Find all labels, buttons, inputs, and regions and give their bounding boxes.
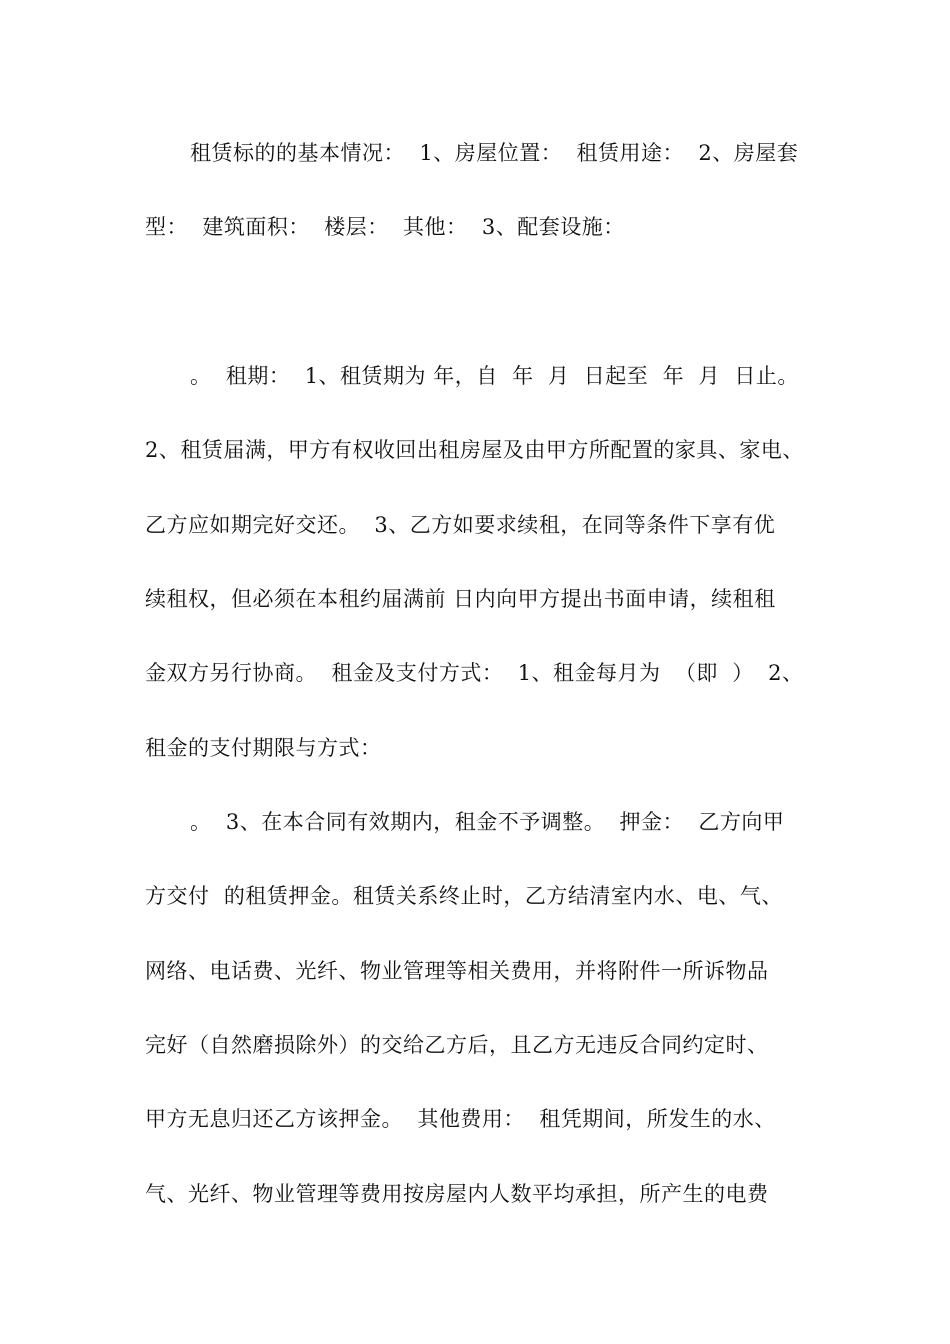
text-line-13: 甲方无息归还乙方该押金。 其他费用： 租凭期间，所发生的水、 xyxy=(145,1107,776,1131)
text-line-11: 网络、电话费、光纤、物业管理等相关费用，并将附件一所诉物品 xyxy=(145,959,769,983)
text-line-6: 续租权，但必须在本租约届满前 日内向甲方提出书面申请，续租租 xyxy=(145,587,776,611)
text-line-3: 。 租期： 1、租赁期为 年，自 年 月 日起至 年 月 日止。 xyxy=(190,364,799,388)
text-line-9: 。 3、在本合同有效期内，租金不予调整。 押金： 乙方向甲 xyxy=(190,810,785,834)
text-line-7: 金双方另行协商。 租金及支付方式： 1、租金每月为 （即 ） 2、 xyxy=(145,661,804,685)
text-line-2: 型： 建筑面积： 楼层： 其他： 3、配套设施： xyxy=(145,215,625,239)
text-line-5: 乙方应如期完好交还。 3、乙方如要求续租，在同等条件下享有优 xyxy=(145,513,776,537)
text-line-1: 租赁标的的基本情况： 1、房屋位置： 租赁用途： 2、房屋套 xyxy=(190,141,799,165)
text-line-12: 完好（自然磨损除外）的交给乙方后，且乙方无违反合同约定时、 xyxy=(145,1033,769,1057)
text-line-8: 租金的支付期限与方式： xyxy=(145,736,382,760)
text-line-4: 2、租赁届满，甲方有权收回出租房屋及由甲方所配置的家具、家电、 xyxy=(145,438,804,462)
text-line-14: 气、光纤、物业管理等费用按房屋内人数平均承担，所产生的电费 xyxy=(145,1182,769,1206)
text-line-10: 方交付 的租赁押金。租赁关系终止时，乙方结清室内水、电、气、 xyxy=(145,884,783,908)
